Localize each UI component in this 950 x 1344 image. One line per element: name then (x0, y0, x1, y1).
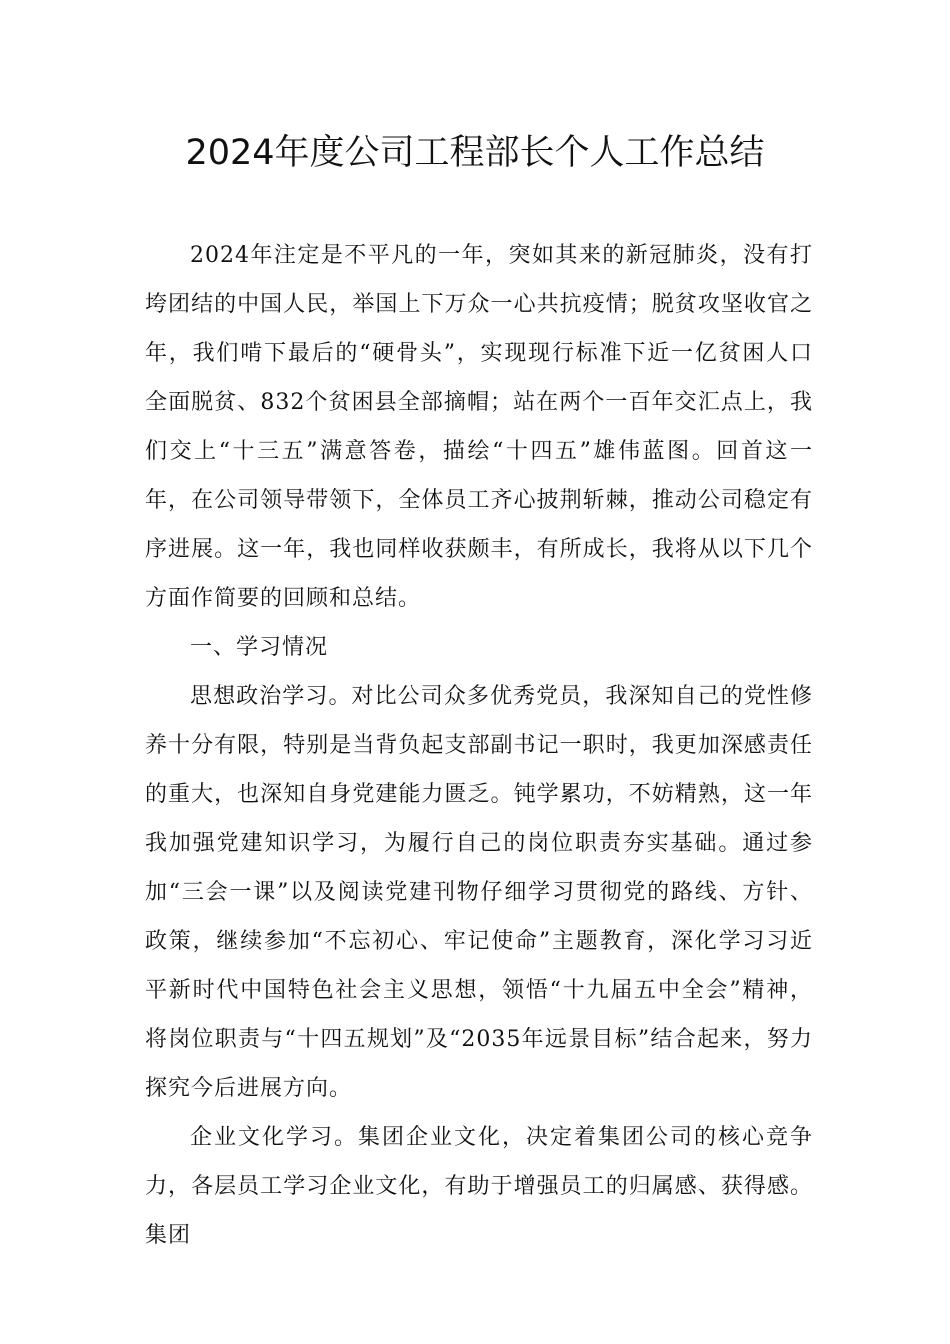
paragraph-corporate-culture: 企业文化学习。集团企业文化，决定着集团公司的核心竞争力，各层员工学习企业文化，有助于增强员工的归属感、获得感。集团 (145, 1125, 813, 1248)
document-body (145, 231, 813, 1260)
paragraph-political-study: 思想政治学习。对比公司众多优秀党员，我深知自己的党性修养十分有限，特别是当背负起支部副书记一职时，我更加深感责任的重大，也深知自身党建能力匮乏。钝学累功，不妨精熟，这一年我加强党建知识学习，为履行自己的岗位职责夯实基础。通过参加“三会一课”以及阅读党建刊物仔细学习贯彻党的路线、方针、政策，继续参加“不忘初心、牢记使命”主题教育，深化学习习近平新时代中国特色社会主义思想，领悟“十九届五中全会”精神，将岗位职责与“十四五规划”及“2035年远景目标”结合起来，努力探究今后进展方向。 (145, 684, 813, 1101)
section-heading-study: 一、学习情况 (190, 635, 329, 660)
paragraph-intro: 2024年注定是不平凡的一年，突如其来的新冠肺炎，没有打垮团结的中国人民，举国上下万众一心共抗疫情；脱贫攻坚收官之年，我们啃下最后的“硬骨头”，实现现行标准下近一亿贫困人口全面脱贫、832个贫困县全部摘帽；站在两个一百年交汇点上，我们交上“十三五”满意答卷，描绘“十四五”雄伟蓝图。回首这一年，在公司领导带领下，全体员工齐心披荆斩棘，推动公司稳定有序进展。这一年，我也同样收获颇丰，有所成长，我将从以下几个方面作简要的回顾和总结。 (145, 243, 813, 611)
document-title: 2024年度公司工程部长个人工作总结 (185, 133, 765, 173)
